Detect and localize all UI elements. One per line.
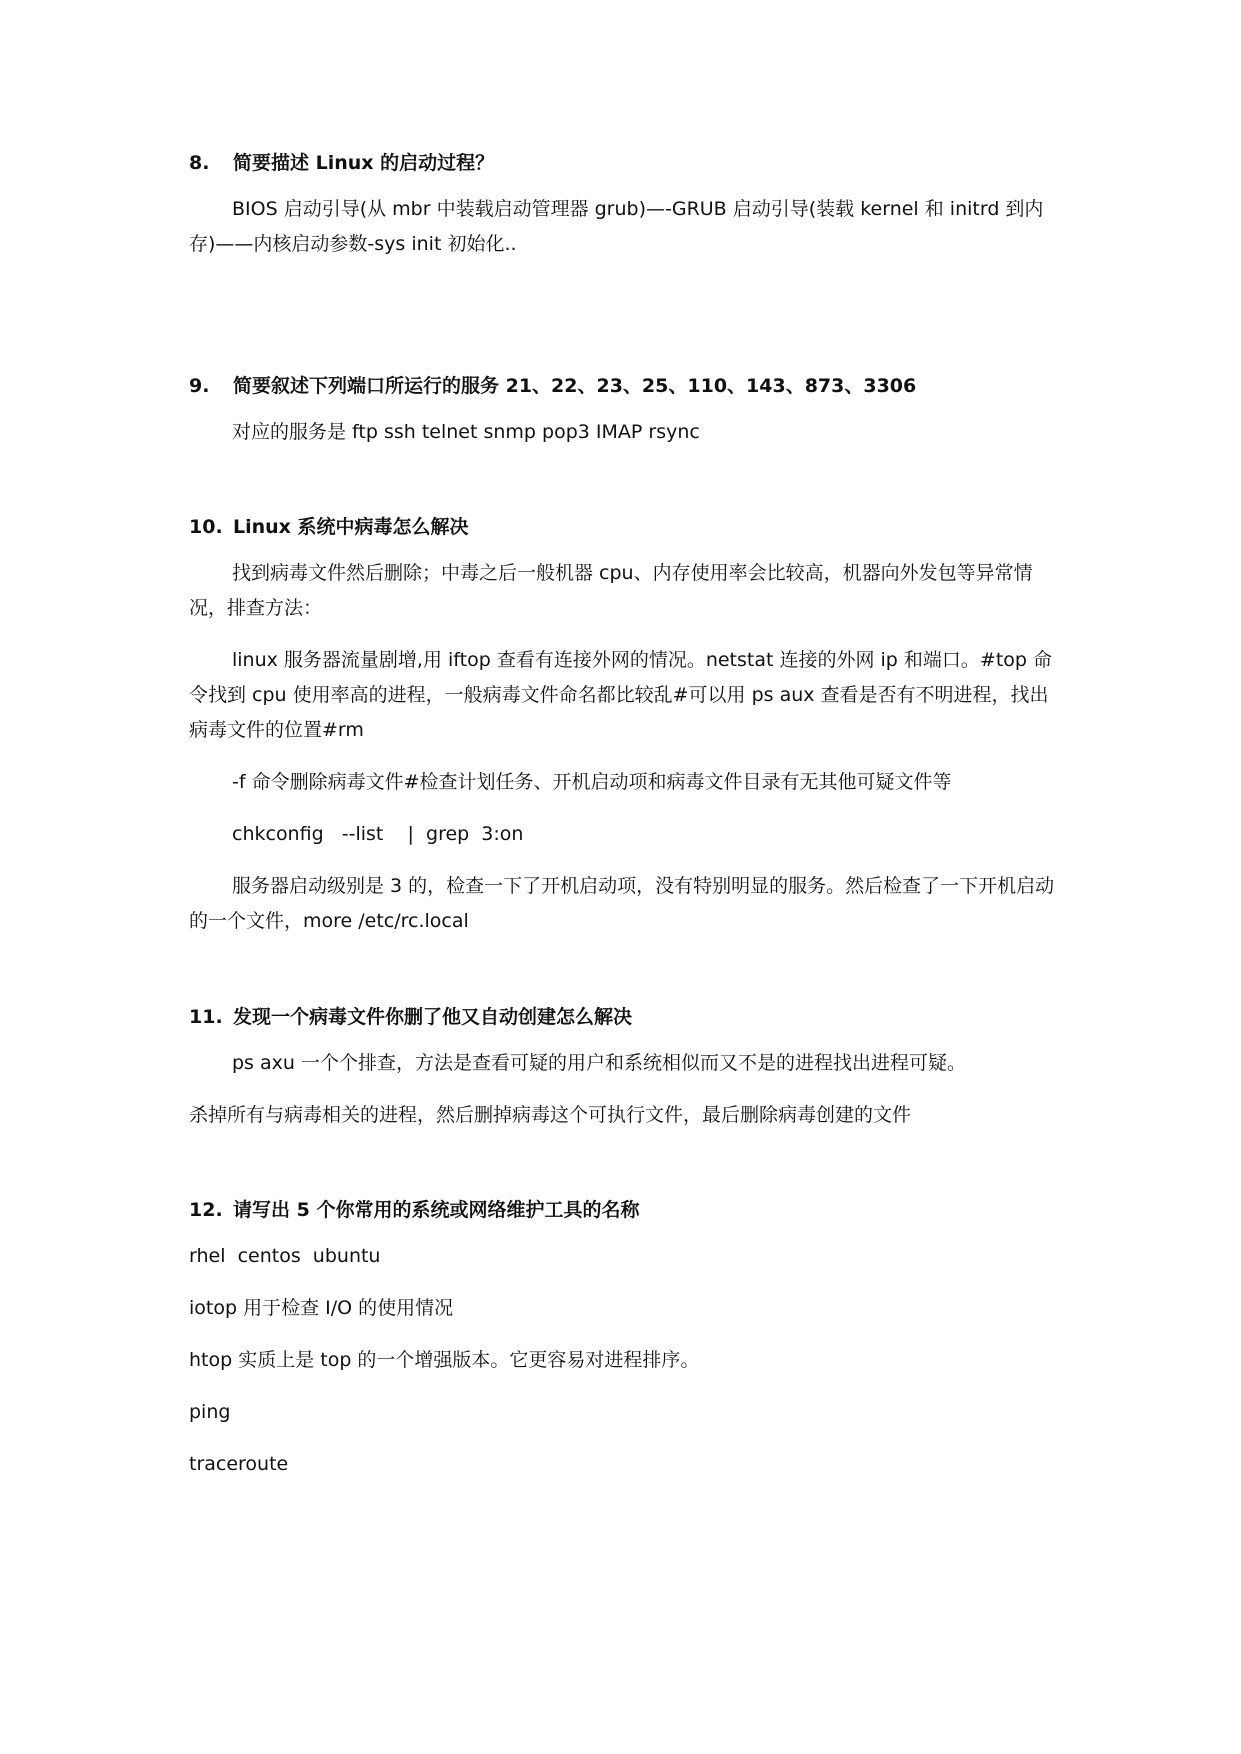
question-title: 发现一个病毒文件你删了他又自动创建怎么解决	[233, 1006, 633, 1028]
question-9-heading	[189, 373, 1059, 399]
answer-paragraph: 杀掉所有与病毒相关的进程，然后删掉病毒这个可执行文件，最后删除病毒创建的文件	[189, 1104, 912, 1126]
question-title: Linux 系统中病毒怎么解决	[233, 516, 469, 538]
tool-line: traceroute	[189, 1453, 289, 1475]
question-12-heading	[189, 1197, 1059, 1223]
tool-line: htop 实质上是 top 的一个增强版本。它更容易对进程排序。	[189, 1349, 700, 1371]
answer-paragraph: 对应的服务是 ftp ssh telnet snmp pop3 IMAP rsync	[232, 421, 700, 443]
answer-paragraph: 服务器启动级别是 3 的，检查一下了开机启动项，没有特别明显的服务。然后检查了一下开机启动的一个文件，more /etc/rc.local	[189, 875, 1055, 932]
question-8-heading	[189, 150, 1059, 176]
question-10-heading	[189, 514, 1059, 540]
tool-line: ping	[189, 1401, 231, 1423]
question-number: 12.	[189, 1199, 223, 1221]
answer-paragraph: linux 服务器流量剧增,用 iftop 查看有连接外网的情况。netstat 连接的外网 ip 和端口。#top 命令找到 cpu 使用率高的进程，一般病毒文件命名都比较乱#可以用 ps aux 查看是否有不明进程，找出病毒文件的位置#rm	[189, 649, 1052, 741]
answer-paragraph: 找到病毒文件然后删除；中毒之后一般机器 cpu、内存使用率会比较高，机器向外发包等异常情况，排查方法：	[189, 562, 1033, 619]
answer-paragraph: ps axu 一个个排查，方法是查看可疑的用户和系统相似而又不是的进程找出进程可疑。	[232, 1052, 966, 1074]
tool-line: iotop 用于检查 I/O 的使用情况	[189, 1297, 454, 1319]
question-number: 10.	[189, 516, 223, 538]
question-number: 9.	[189, 375, 210, 397]
question-number: 8.	[189, 152, 210, 174]
question-11-heading	[189, 1004, 1059, 1030]
answer-paragraph: BIOS 启动引导(从 mbr 中装载启动管理器 grub)—-GRUB 启动引导(装载 kernel 和 initrd 到内存)——内核启动参数-sys init 初始化..	[189, 198, 1044, 255]
question-title: 请写出 5 个你常用的系统或网络维护工具的名称	[233, 1199, 640, 1221]
command-line: chkconfig --list | grep 3:on	[232, 823, 524, 845]
question-title: 简要叙述下列端口所运行的服务 21、22、23、25、110、143、873、3306	[233, 375, 917, 397]
answer-paragraph: -f 命令删除病毒文件#检查计划任务、开机启动项和病毒文件目录有无其他可疑文件等	[232, 771, 952, 793]
question-number: 11.	[189, 1006, 223, 1028]
tool-line: rhel centos ubuntu	[189, 1245, 381, 1267]
question-title: 简要描述 Linux 的启动过程？	[233, 152, 495, 174]
document-content	[189, 150, 1059, 1482]
